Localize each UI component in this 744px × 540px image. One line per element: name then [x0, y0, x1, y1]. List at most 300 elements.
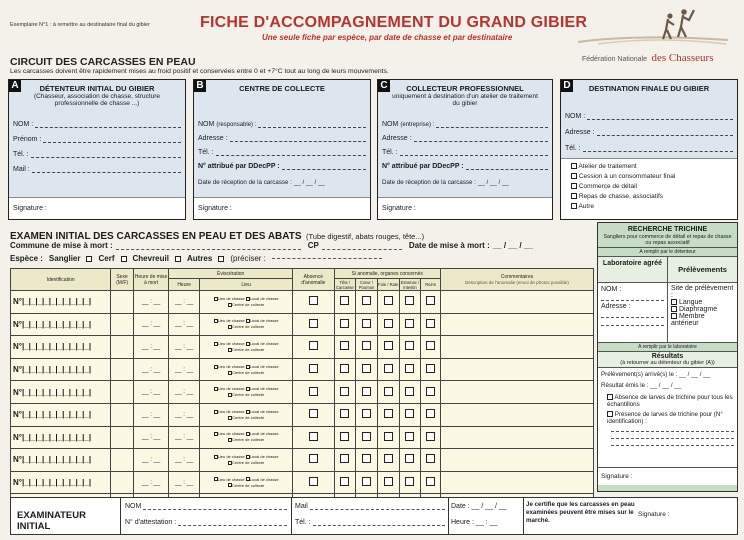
checkbox[interactable] — [362, 319, 371, 328]
collecte-nom-field[interactable] — [198, 118, 366, 128]
checkbox[interactable] — [426, 319, 435, 328]
anomaly-check-cell[interactable] — [293, 381, 334, 404]
checkbox[interactable] — [340, 387, 349, 396]
anomaly-check-cell[interactable] — [293, 449, 334, 472]
collecteur-date-field[interactable] — [382, 176, 548, 186]
site-option[interactable] — [671, 306, 734, 313]
identification-cell[interactable]: N°|_|_|_|_|_|_|_|_|_|_| — [11, 403, 111, 426]
box-destination — [560, 79, 738, 220]
anomaly-check-cell[interactable] — [334, 471, 356, 494]
presence-input-3[interactable] — [611, 439, 734, 446]
heure-mort-cell[interactable] — [133, 381, 168, 404]
destination-option[interactable] — [571, 203, 727, 213]
anomaly-check-cell[interactable] — [421, 449, 441, 472]
anomaly-check-cell[interactable] — [399, 358, 421, 381]
field-line — [143, 509, 287, 510]
anomaly-check-cell[interactable] — [293, 291, 334, 314]
table-row — [11, 449, 594, 472]
collecteur-adresse-field[interactable] — [382, 132, 548, 142]
collecteur-signature[interactable] — [378, 197, 552, 219]
identification-cell[interactable]: N°|_|_|_|_|_|_|_|_|_|_| — [11, 291, 111, 314]
arrive-field[interactable] — [601, 371, 734, 378]
anomaly-check-cell[interactable] — [399, 403, 421, 426]
anomaly-check-cell[interactable] — [334, 449, 356, 472]
field-label: Tél. : — [382, 149, 398, 156]
commentaires-cell[interactable] — [440, 358, 593, 381]
anomaly-check-cell[interactable] — [399, 291, 421, 314]
heure-cell[interactable] — [169, 381, 200, 404]
anomaly-check-cell[interactable] — [356, 358, 378, 381]
examinateur-heure-field[interactable] — [451, 519, 497, 526]
checkbox[interactable] — [426, 341, 435, 350]
anomaly-check-cell[interactable] — [334, 313, 356, 336]
identification-cell[interactable]: N°|_|_|_|_|_|_|_|_|_|_| — [11, 336, 111, 359]
emis-field[interactable] — [601, 382, 734, 389]
species-label: Sanglier — [48, 254, 81, 263]
labo-fields — [598, 283, 668, 342]
sexe-cell[interactable] — [111, 358, 134, 381]
examinateur-section — [10, 497, 738, 535]
federation-logo — [578, 6, 728, 64]
examinateur-signature[interactable] — [638, 511, 669, 518]
identification-cell[interactable]: N°|_|_|_|_|_|_|_|_|_|_| — [11, 313, 111, 336]
checkbox[interactable] — [426, 477, 435, 486]
presence-option[interactable] — [601, 411, 734, 425]
row-no-label: N° — [13, 297, 22, 307]
col-anomalie: Si anomalie, organes concernés — [334, 269, 440, 279]
destination-option[interactable] — [571, 193, 727, 203]
anomaly-check-cell[interactable] — [421, 291, 441, 314]
checkbox[interactable] — [309, 454, 318, 463]
table-row — [11, 381, 594, 404]
lieu-cell[interactable] — [200, 313, 293, 336]
checkbox[interactable] — [405, 364, 414, 373]
collecteur-nom-field[interactable] — [382, 118, 548, 128]
checkbox[interactable] — [384, 432, 393, 441]
commentaires-cell[interactable] — [440, 449, 593, 472]
checkbox[interactable] — [340, 454, 349, 463]
heure-mort-cell[interactable] — [133, 313, 168, 336]
checkbox[interactable] — [309, 387, 318, 396]
checkbox[interactable] — [607, 394, 613, 400]
collecte-signature[interactable] — [194, 197, 370, 219]
checkbox[interactable] — [384, 364, 393, 373]
row-no-label: N° — [13, 478, 22, 488]
checkbox[interactable] — [362, 477, 371, 486]
collecteur-tel-field[interactable] — [382, 146, 548, 156]
collecte-ddecpp-field[interactable] — [198, 160, 366, 170]
collecte-adresse-field[interactable] — [198, 132, 366, 142]
col-commentaires-sub: Description de l'anomalie (envoi de photos possible) — [465, 280, 569, 285]
checkbox[interactable] — [309, 477, 318, 486]
presence-input-2[interactable] — [611, 432, 734, 439]
anomaly-check-cell[interactable] — [421, 426, 441, 449]
anomaly-check-cell[interactable] — [334, 426, 356, 449]
date-fill: __ / __ / __ — [293, 179, 325, 186]
anomaly-check-cell[interactable] — [334, 403, 356, 426]
heure-cell[interactable] — [169, 449, 200, 472]
examinateur-tel-field[interactable] — [295, 519, 445, 526]
sexe-cell[interactable] — [111, 449, 134, 472]
field-label: Adresse : — [565, 129, 595, 136]
sexe-cell[interactable] — [111, 426, 134, 449]
time-fill: __ : __ — [174, 434, 194, 441]
lieu-label: Local de chasse — [249, 340, 279, 346]
species-checkbox[interactable] — [175, 256, 181, 262]
resultats-header — [598, 351, 737, 367]
table-row — [11, 336, 594, 359]
time-fill: __ : __ — [141, 366, 161, 373]
trichine-signature[interactable] — [598, 467, 737, 485]
checkbox[interactable] — [405, 432, 414, 441]
identification-cell[interactable]: N°|_|_|_|_|_|_|_|_|_|_| — [11, 381, 111, 404]
site-option[interactable] — [671, 313, 734, 327]
checkbox[interactable] — [340, 341, 349, 350]
checkbox[interactable] — [384, 409, 393, 418]
checkbox[interactable] — [405, 296, 414, 305]
labo-nom-label[interactable]: NOM : — [601, 286, 622, 293]
anomaly-check-cell[interactable] — [377, 313, 399, 336]
lieu-cell[interactable] — [200, 381, 293, 404]
presence-input[interactable] — [611, 425, 734, 432]
exam-title-text: EXAMEN INITIAL DES CARCASSES EN PEAU ET DES ABATS — [10, 231, 302, 242]
detenteur-signature[interactable] — [9, 197, 185, 219]
checkbox[interactable] — [340, 477, 349, 486]
examinateur-nom-field[interactable] — [125, 503, 287, 510]
box-collecteur — [377, 79, 553, 220]
col-commentaires-label: Commentaires — [500, 274, 534, 280]
heure-cell[interactable] — [169, 313, 200, 336]
anomaly-check-cell[interactable] — [293, 358, 334, 381]
field-label: Signature : — [638, 511, 670, 518]
destination-nom-field[interactable] — [565, 110, 733, 120]
species-checkbox[interactable] — [218, 256, 224, 262]
checkbox[interactable] — [426, 432, 435, 441]
checkbox[interactable] — [384, 387, 393, 396]
labo-adresse-label[interactable]: Adresse : — [601, 303, 631, 310]
heure-mort-cell[interactable] — [133, 358, 168, 381]
checkbox[interactable] — [571, 163, 577, 169]
checkbox[interactable] — [309, 409, 318, 418]
box-c-subtitle: uniquement à destination d'un atelier de traitement du gibier — [392, 93, 538, 107]
anomaly-check-cell[interactable] — [421, 471, 441, 494]
checkbox[interactable] — [384, 454, 393, 463]
collecte-date-field[interactable] — [198, 176, 366, 186]
destination-option[interactable] — [571, 173, 727, 183]
detenteur-tel-field[interactable] — [13, 148, 181, 158]
species-checkbox[interactable] — [121, 256, 127, 262]
heure-mort-cell[interactable] — [133, 291, 168, 314]
checkbox[interactable] — [362, 387, 371, 396]
destination-adresse-field[interactable] — [565, 126, 733, 136]
sexe-cell[interactable] — [111, 471, 134, 494]
date-fill: __ / __ / __ — [471, 503, 507, 510]
checkbox[interactable] — [384, 341, 393, 350]
checkbox[interactable] — [362, 454, 371, 463]
commune-input[interactable] — [116, 249, 301, 250]
checkbox[interactable] — [340, 319, 349, 328]
anomaly-check-cell[interactable] — [421, 358, 441, 381]
anomaly-check-cell[interactable] — [399, 336, 421, 359]
checkbox[interactable] — [309, 341, 318, 350]
examinateur-attestation-field[interactable] — [125, 519, 287, 526]
heure-mort-cell[interactable] — [133, 426, 168, 449]
anomaly-check-cell[interactable] — [356, 291, 378, 314]
checkbox[interactable] — [405, 319, 414, 328]
anomaly-check-cell[interactable] — [421, 336, 441, 359]
anomaly-check-cell[interactable] — [421, 403, 441, 426]
anomaly-check-cell[interactable] — [356, 381, 378, 404]
labo-adresse-input[interactable] — [601, 310, 664, 318]
anomaly-check-cell[interactable] — [399, 313, 421, 336]
sexe-cell[interactable] — [111, 403, 134, 426]
lieu-cell[interactable] — [200, 449, 293, 472]
detenteur-nom-field[interactable] — [13, 118, 181, 128]
exam-title-note: (Tube digestif, abats rouges, tête...) — [305, 232, 425, 241]
anomaly-check-cell[interactable] — [399, 426, 421, 449]
commentaires-cell[interactable] — [440, 426, 593, 449]
destination-option[interactable] — [571, 163, 727, 173]
sexe-cell[interactable] — [111, 313, 134, 336]
box-letter-d: D — [561, 80, 573, 92]
lieu-label: Lieu de chasse — [217, 363, 245, 369]
cp-label: CP — [307, 241, 319, 250]
checkbox[interactable] — [362, 409, 371, 418]
heure-cell[interactable] — [169, 403, 200, 426]
divider — [523, 498, 524, 534]
box-a-subtitle: (Chasseur, association de chasse, structure professionnelle de chasse ...) — [33, 93, 161, 107]
checkbox[interactable] — [309, 432, 318, 441]
examinateur-certify: Je certifie que les carcasses en peau examinées peuvent être mises sur le marché. — [526, 501, 635, 524]
heure-mort-cell[interactable] — [133, 336, 168, 359]
commentaires-cell[interactable] — [440, 471, 593, 494]
anomaly-check-cell[interactable] — [356, 426, 378, 449]
anomaly-check-cell[interactable] — [377, 336, 399, 359]
species-checkbox[interactable] — [86, 256, 92, 262]
anomaly-check-cell[interactable] — [399, 381, 421, 404]
checkbox[interactable] — [571, 183, 577, 189]
destination-option[interactable] — [571, 183, 727, 193]
option-label: Cession à un consommateur final — [578, 173, 676, 180]
anomaly-check-cell[interactable] — [356, 313, 378, 336]
anomaly-check-cell[interactable] — [377, 449, 399, 472]
sexe-cell[interactable] — [111, 291, 134, 314]
anomaly-check-cell[interactable] — [399, 449, 421, 472]
checkbox[interactable] — [426, 454, 435, 463]
checkbox[interactable] — [426, 409, 435, 418]
collecteur-ddecpp-field[interactable] — [382, 160, 548, 170]
sexe-cell[interactable] — [111, 381, 134, 404]
commentaires-cell[interactable] — [440, 291, 593, 314]
commentaires-cell[interactable] — [440, 403, 593, 426]
checkbox[interactable] — [571, 193, 577, 199]
copy-note: Exemplaire N°1 : à remettre au destinataire final du gibier — [10, 22, 150, 28]
checkbox[interactable] — [405, 387, 414, 396]
examinateur-title: EXAMINATEUR INITIAL — [11, 498, 121, 534]
checkbox[interactable] — [309, 296, 318, 305]
checkbox[interactable] — [405, 477, 414, 486]
date-mort-input: __ / __ / __ — [492, 241, 533, 250]
circuit-title: CIRCUIT DES CARCASSES EN PEAU — [10, 56, 196, 68]
lieu-cell[interactable] — [200, 471, 293, 494]
table-row — [11, 471, 594, 494]
page-title: FICHE D'ACCOMPAGNEMENT DU GRAND GIBIER — [200, 14, 588, 31]
absence-option[interactable] — [601, 394, 734, 408]
box-c-title: COLLECTEUR PROFESSIONNEL — [406, 84, 524, 93]
labo-nom-input[interactable] — [601, 293, 664, 301]
checkbox[interactable] — [426, 296, 435, 305]
field-label: Mail — [295, 503, 308, 510]
collecte-tel-field[interactable] — [198, 146, 366, 156]
checkbox[interactable] — [384, 319, 393, 328]
heure-mort-cell[interactable] — [133, 449, 168, 472]
anomaly-check-cell[interactable] — [377, 358, 399, 381]
identification-cell[interactable]: N°|_|_|_|_|_|_|_|_|_|_| — [11, 471, 111, 494]
heure-mort-cell[interactable] — [133, 403, 168, 426]
checkbox[interactable] — [571, 173, 577, 179]
checkbox[interactable] — [426, 387, 435, 396]
site-option[interactable] — [671, 299, 734, 306]
anomaly-check-cell[interactable] — [377, 426, 399, 449]
anomaly-check-cell[interactable] — [293, 313, 334, 336]
anomaly-check-cell[interactable] — [293, 403, 334, 426]
commentaires-cell[interactable] — [440, 336, 593, 359]
preciser-input[interactable] — [272, 258, 382, 259]
lieu-cell[interactable] — [200, 426, 293, 449]
destination-tel-field[interactable] — [565, 142, 733, 152]
checkbox[interactable] — [340, 296, 349, 305]
checkbox[interactable] — [362, 364, 371, 373]
anomaly-check-cell[interactable] — [334, 336, 356, 359]
lieu-cell[interactable] — [200, 291, 293, 314]
examinateur-date-field[interactable] — [451, 503, 507, 510]
heure-cell[interactable] — [169, 471, 200, 494]
col-identification: Identification — [11, 269, 111, 291]
anomaly-check-cell[interactable] — [334, 381, 356, 404]
anomaly-check-cell[interactable] — [293, 336, 334, 359]
anomaly-check-cell[interactable] — [334, 291, 356, 314]
checkbox[interactable] — [362, 296, 371, 305]
field-line — [310, 509, 445, 510]
identification-cell[interactable]: N°|_|_|_|_|_|_|_|_|_|_| — [11, 449, 111, 472]
lieu-label: Local de chasse — [249, 318, 279, 324]
identification-cell[interactable]: N°|_|_|_|_|_|_|_|_|_|_| — [11, 358, 111, 381]
lieu-label: Centre de collecte — [232, 301, 265, 307]
anomaly-check-cell[interactable] — [377, 381, 399, 404]
checkbox[interactable] — [405, 409, 414, 418]
lieu-cell[interactable] — [200, 336, 293, 359]
commentaires-cell[interactable] — [440, 381, 593, 404]
exam-commune-row — [10, 241, 595, 250]
lieu-cell[interactable] — [200, 403, 293, 426]
checkbox[interactable] — [340, 432, 349, 441]
checkbox[interactable] — [426, 364, 435, 373]
checkbox[interactable] — [384, 296, 393, 305]
checkbox[interactable] — [340, 409, 349, 418]
lieu-label: Lieu de chasse — [217, 476, 245, 482]
checkbox[interactable] — [571, 203, 577, 209]
anomaly-check-cell[interactable] — [399, 471, 421, 494]
col-foie: Foie / Rate — [377, 279, 399, 291]
lieu-label: Lieu de chasse — [217, 340, 245, 346]
heure-cell[interactable] — [169, 291, 200, 314]
anomaly-check-cell[interactable] — [421, 313, 441, 336]
checkbox[interactable] — [340, 364, 349, 373]
anomaly-check-cell[interactable] — [356, 449, 378, 472]
checkbox[interactable] — [309, 319, 318, 328]
anomaly-check-cell[interactable] — [293, 471, 334, 494]
cp-input[interactable] — [322, 249, 402, 250]
row-no-label: N° — [13, 342, 22, 352]
field-line — [313, 525, 445, 526]
heure-cell[interactable] — [169, 336, 200, 359]
field-label: Tél. : — [295, 519, 311, 526]
anomaly-check-cell[interactable] — [421, 381, 441, 404]
checkbox[interactable] — [362, 341, 371, 350]
anomaly-check-cell[interactable] — [293, 426, 334, 449]
field-note: (responsable) : — [216, 122, 257, 128]
detenteur-prenom-field[interactable] — [13, 133, 181, 143]
sexe-cell[interactable] — [111, 336, 134, 359]
commentaires-cell[interactable] — [440, 313, 593, 336]
commune-label: Commune de mise à mort : — [10, 241, 113, 250]
labo-adresse-input-2[interactable] — [601, 318, 664, 326]
checkbox[interactable] — [405, 454, 414, 463]
anomaly-check-cell[interactable] — [356, 403, 378, 426]
examinateur-mail-field[interactable] — [295, 503, 445, 510]
anomaly-check-cell[interactable] — [356, 336, 378, 359]
checkbox[interactable] — [362, 432, 371, 441]
lieu-label: Local de chasse — [249, 386, 279, 392]
checkbox[interactable] — [384, 477, 393, 486]
anomaly-check-cell[interactable] — [377, 291, 399, 314]
field-label: N° attribué par DDecPP : — [382, 163, 464, 170]
field-label: Date de réception de la carcasse : — [198, 179, 292, 186]
field-label: NOM — [125, 503, 142, 510]
lieu-cell[interactable] — [200, 358, 293, 381]
checkbox[interactable] — [309, 364, 318, 373]
exam-table — [10, 268, 594, 517]
anomaly-check-cell[interactable] — [356, 471, 378, 494]
anomaly-check-cell[interactable] — [377, 403, 399, 426]
field-label: Prénom : — [13, 136, 42, 143]
lieu-label: Centre de collecte — [232, 324, 265, 330]
identification-cell[interactable]: N°|_|_|_|_|_|_|_|_|_|_| — [11, 426, 111, 449]
date-fill: __ / __ / __ — [650, 382, 682, 389]
detenteur-mail-field[interactable] — [13, 163, 181, 173]
checkbox[interactable] — [405, 341, 414, 350]
box-letter-c: C — [378, 80, 390, 92]
checkbox[interactable] — [671, 306, 677, 312]
heure-cell[interactable] — [169, 426, 200, 449]
anomaly-check-cell[interactable] — [334, 358, 356, 381]
heure-cell[interactable] — [169, 358, 200, 381]
site-option-label: Membre antérieur — [671, 313, 705, 327]
time-fill: __ : __ — [141, 321, 161, 328]
federation-name: Fédération Nationale des Chasseurs — [582, 52, 714, 64]
option-label: Atelier de traitement — [578, 163, 637, 170]
checkbox[interactable] — [671, 299, 677, 305]
checkbox[interactable] — [607, 411, 613, 417]
option-label: Repas de chasse, associatifs — [578, 193, 663, 200]
lieu-label: Local de chasse — [249, 453, 279, 459]
heure-fill: __ : __ — [475, 519, 498, 526]
heure-mort-cell[interactable] — [133, 471, 168, 494]
checkbox[interactable] — [671, 313, 677, 319]
box-letter-b: B — [194, 80, 206, 92]
time-fill: __ : __ — [174, 479, 194, 486]
anomaly-check-cell[interactable] — [377, 471, 399, 494]
